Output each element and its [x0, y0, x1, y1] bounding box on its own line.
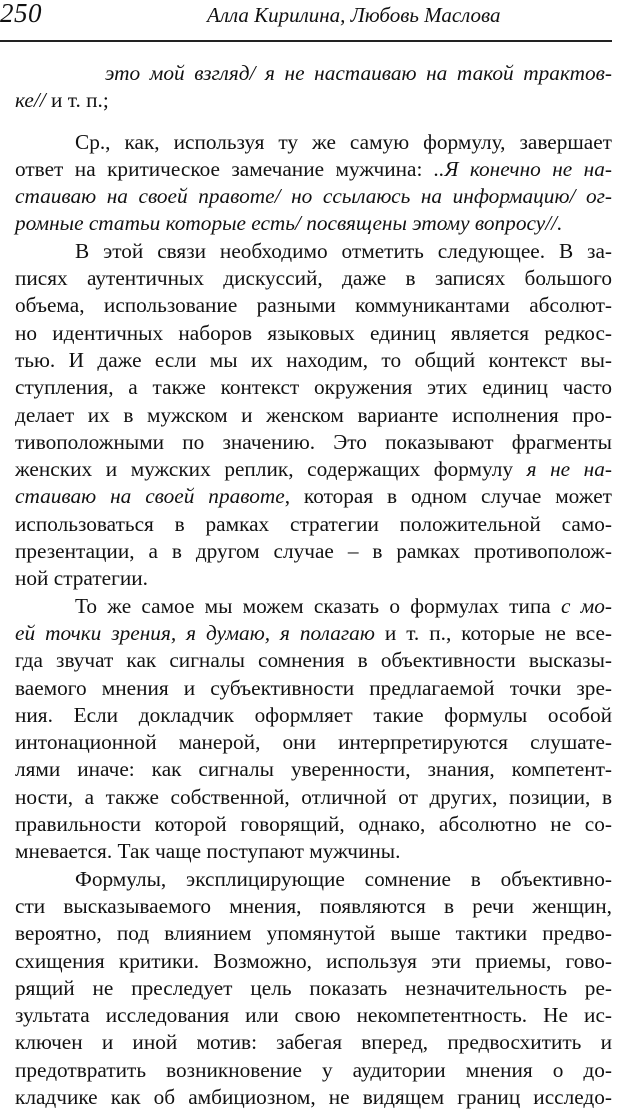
- text-line: ной стратегии.: [15, 566, 148, 591]
- text-line: [15, 156, 612, 183]
- paragraph-5: [15, 866, 612, 1111]
- text-run: , которая в одном случае может: [284, 484, 612, 509]
- italic-quote: ке//: [15, 88, 46, 113]
- text-line: лями иначе: как сигналы уверенности, знания, компетент-: [15, 757, 612, 782]
- text-run: ответ на критическое замечание мужчина:: [15, 156, 434, 181]
- text-line: ключен и иной мотив: забегая вперед, предвосхитить и: [15, 1030, 612, 1055]
- italic-quote: стаиваю на своей правоте/ но ссылаюсь на информацию/ ог-: [15, 184, 612, 209]
- text-line: [15, 483, 612, 510]
- text-line: зультата исследования или свою некомпетентность. Не ис-: [15, 1003, 612, 1028]
- italic-quote: стаиваю на своей правоте: [15, 484, 285, 509]
- italic-quote: с мо-: [560, 593, 613, 618]
- page-header: [0, 0, 612, 42]
- italic-quote: я не на-: [526, 457, 612, 482]
- text-line: вероятно, под влиянием упомянутой выше тактики предво-: [15, 921, 612, 946]
- text-line: интонационной манерой, они интерпретируются слушате-: [15, 730, 612, 755]
- paragraph-1: [15, 60, 612, 115]
- text-line: объема, использование разными коммуникантами абсолют-: [15, 293, 612, 318]
- text-line: ности, а также собственной, отличной от других, позиции, в: [15, 784, 612, 809]
- paragraph-4: [15, 593, 612, 866]
- text-line: но идентичных наборов языковых единиц является редкос-: [15, 320, 612, 345]
- text-run: и т. п., которые не все-: [374, 620, 612, 645]
- text-line: делает их в мужском и женском варианте исполнения про-: [15, 402, 612, 427]
- text-line: [15, 456, 612, 483]
- text-line: ваемого мнения и субъективности предлагаемой точки зре-: [15, 675, 612, 700]
- text-line: [15, 210, 612, 237]
- text-line: мневается. Так чаще поступают мужчины.: [15, 839, 401, 864]
- paragraph-3: [15, 238, 612, 593]
- text-line: [15, 593, 612, 620]
- text-line: использоваться в рамках стратегии положительной само-: [15, 511, 612, 536]
- text-line: [15, 60, 612, 87]
- text-line: ния. Если докладчик оформляет такие формулы особой: [15, 702, 612, 727]
- text-line: гда звучат как сигналы сомнения в объективности высказы-: [15, 648, 612, 673]
- text-line: предотвратить возникновение у аудитории мнения о до-: [15, 1057, 612, 1082]
- text-line: кладчике как об амбициозном, не видящем границ исследо-: [15, 1084, 612, 1109]
- text-line: сти высказываемого мнения, появляются в речи женщин,: [15, 893, 612, 918]
- text-run: женских и мужских реплик, содержащих формулу: [15, 457, 527, 482]
- italic-quote: это мой взгляд/ я не настаиваю на такой трактов-: [105, 61, 612, 85]
- text-line: [15, 620, 612, 647]
- text-run: Ср., как, используя ту же самую формулу, завершает: [75, 129, 612, 154]
- text-line: правильности которой говорящий, однако, абсолютно не со-: [15, 812, 612, 837]
- text-line: [15, 183, 612, 210]
- italic-quote: ей точки зрения, я думаю, я полагаю: [15, 620, 375, 645]
- page-body: [15, 60, 612, 1111]
- text-line: [15, 87, 612, 114]
- text-line: [15, 129, 612, 156]
- text-line: презентации, а в другом случае – в рамках противополож-: [15, 539, 612, 564]
- paragraph-gap: [15, 115, 612, 129]
- text-line: тью. И даже если мы их находим, то общий контекст вы-: [15, 347, 612, 372]
- text-run: и т. п.;: [45, 88, 109, 113]
- text-line: Формулы, эксплицирующие сомнение в объективно-: [75, 866, 612, 891]
- text-line: рящий не преследует цель показать незначительность ре-: [15, 975, 612, 1000]
- text-line: тивоположными по значению. Это показывают фрагменты: [15, 429, 612, 454]
- paragraph-2: [15, 129, 612, 238]
- text-line: В этой связи необходимо отметить следующее. В за-: [75, 238, 612, 263]
- text-line: схищения критики. Возможно, используя эти приемы, гово-: [15, 948, 612, 973]
- italic-quote: ..Я конечно не на-: [433, 156, 612, 181]
- running-title: Алла Кирилина, Любовь Маслова: [207, 3, 501, 27]
- italic-quote: ромные статьи которые есть/ посвящены этому вопросу//.: [15, 211, 563, 236]
- text-line: писях аутентичных дискуссий, даже в записях большого: [15, 266, 612, 291]
- text-line: ступления, а также контекст окружения этих единиц часто: [15, 375, 612, 400]
- page-number: 250: [0, 0, 42, 28]
- text-run: То же самое мы можем сказать о формулах типа: [75, 593, 561, 618]
